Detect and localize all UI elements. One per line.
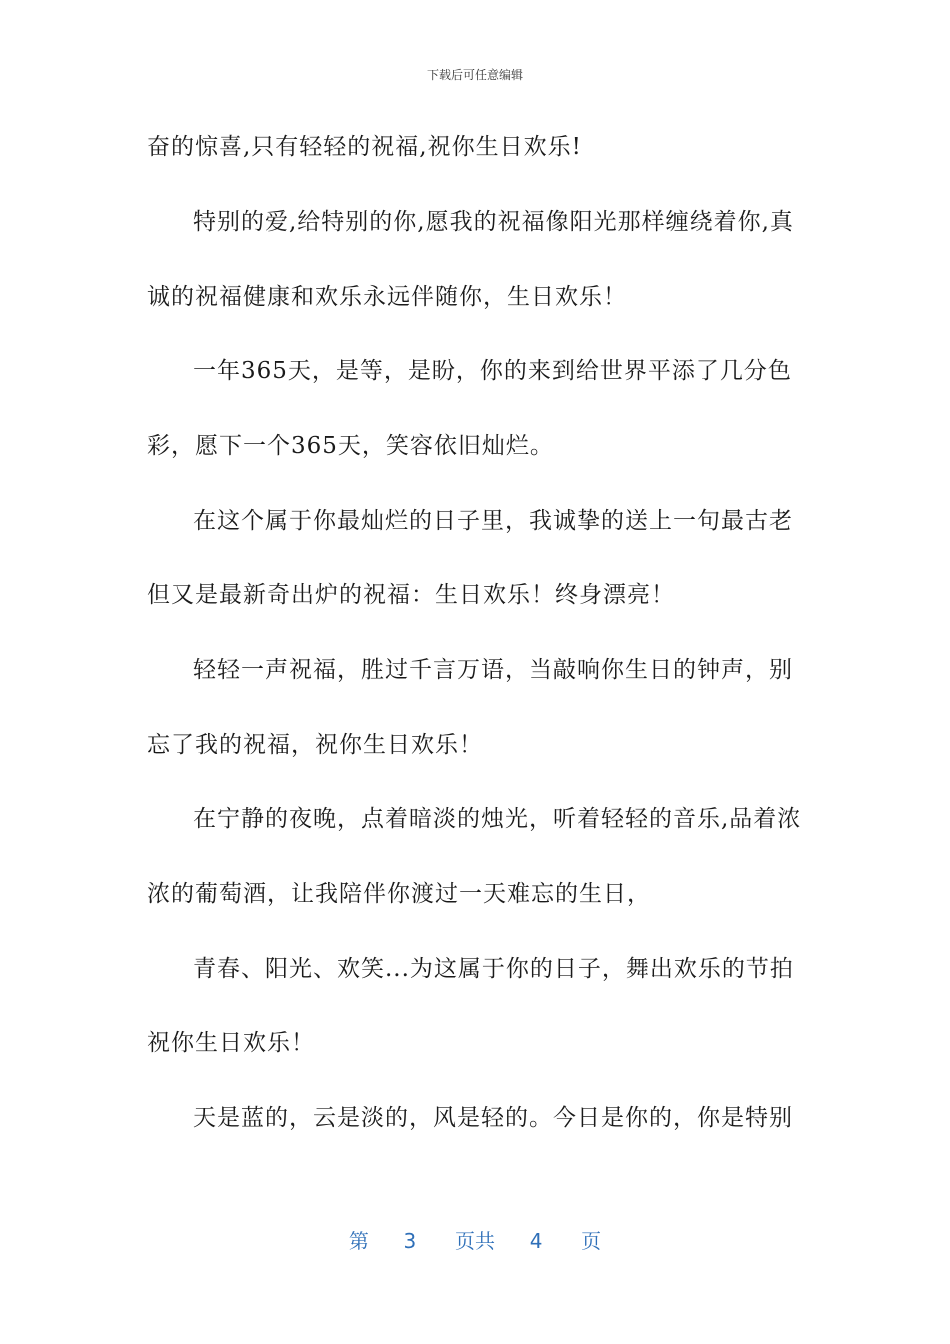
- page-middle: 页共: [455, 1229, 495, 1253]
- paragraph-start-line: 天是蓝的，云是淡的，风是轻的。今日是你的，你是特别: [193, 1105, 793, 1131]
- paragraph-start-line: 在宁静的夜晚，点着暗淡的烛光，听着轻轻的音乐,品着浓: [193, 806, 802, 832]
- paragraph-start-line: 轻轻一声祝福，胜过千言万语，当敲响你生日的钟声，别: [193, 657, 793, 683]
- text-line: 但又是最新奇出炉的祝福：生日欢乐！终身漂亮！: [147, 582, 675, 608]
- page-number: 3: [403, 1229, 417, 1253]
- page-header-note: 下载后可任意编辑: [426, 68, 523, 82]
- page-footer: [0, 1225, 950, 1254]
- paragraph-start-line: 一年365天，是等，是盼，你的来到给世界平添了几分色: [193, 358, 792, 384]
- text-line: 浓的葡萄酒，让我陪伴你渡过一天难忘的生日，: [147, 881, 651, 907]
- text-line: 忘了我的祝福，祝你生日欢乐！: [147, 732, 483, 758]
- paragraph-start-line: 特别的爱,给特别的你,愿我的祝福像阳光那样缠绕着你,真: [193, 209, 794, 235]
- paragraph-start-line: 在这个属于你最灿烂的日子里，我诚挚的送上一句最古老: [193, 508, 793, 534]
- page-total: 4: [529, 1229, 543, 1253]
- page-suffix: 页: [581, 1229, 602, 1253]
- text-line: 奋的惊喜,只有轻轻的祝福,祝你生日欢乐!: [147, 134, 582, 160]
- paragraph-start-line: 青春、阳光、欢笑...为这属于你的日子，舞出欢乐的节拍: [193, 956, 794, 982]
- page-prefix: 第: [348, 1229, 369, 1253]
- text-line: 祝你生日欢乐！: [147, 1030, 315, 1056]
- text-line: 彩，愿下一个365天，笑容依旧灿烂。: [147, 433, 554, 459]
- text-line: 诚的祝福健康和欢乐永远伴随你，生日欢乐！: [147, 284, 627, 310]
